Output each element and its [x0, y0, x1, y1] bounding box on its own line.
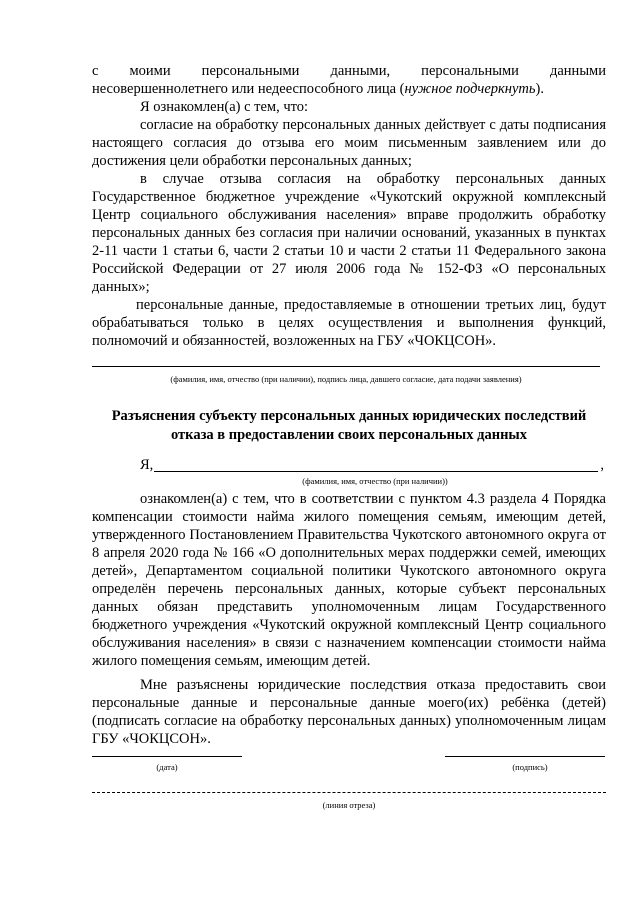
name-fill-row: [92, 456, 606, 474]
cut-line: [92, 792, 606, 793]
underline-note: нужное подчеркнуть: [404, 81, 536, 97]
consent-intro-text: с моими персональными данными, персональными данными несовершеннолетнего или недееспособного лица (: [92, 63, 606, 97]
explanation-paragraph-1: ознакомлен(а) с тем, что в соответствии с пунктом 4.3 раздела 4 Порядка компенсации стоимости найма жилого помещения семьям, имеющим детей, утвержденного Постановлением Правительства Чукотского автономного округа от 8 апреля 2020 года № 166 «О дополнительных мерах поддержки семей, имеющих детей», Департаментом социальной политики Чукотского автономного округа определён перечень персональных данных, которые субъект персональных данных обязан представить уполномоченным лицам Государственного бюджетного учреждения «Чукотский окружной комплексный Центр социального обслуживания населения» в связи с назначением компенсации стоимости найма жилого помещения семьям, имеющим детей.: [92, 491, 606, 669]
cut-line-caption: (линия отреза): [322, 800, 376, 810]
explanation-title: [92, 407, 606, 445]
acknowledged-heading: Я ознакомлен(а) с тем, что:: [140, 99, 309, 115]
ya-label: Я,: [140, 457, 154, 473]
consent-item-1: согласие на обработку персональных данных действует с даты подписания настоящего согласия до отзыва его моим письменным заявлением или до достижения цели обработки персональных данных;: [92, 117, 606, 169]
consent-signature-caption: (фамилия, имя, отчество (при наличии), подпись лица, давшего согласие, дата подачи заявления): [170, 374, 522, 384]
explanation-title-line-2: отказа в предоставлении своих персональных данных: [171, 427, 527, 443]
explanation-paragraph-2: Мне разъяснены юридические последствия отказа предоставить свои персональные данные и персональные данные моего(их) ребёнка (детей) (подписать согласие на обработку персональных данных) уполномоченным лицам ГБУ «ЧОКЦСОН».: [92, 677, 606, 747]
explanation-title-line-1: Разъяснения субъекту персональных данных юридических последствий: [111, 408, 587, 424]
consent-signature-line[interactable]: [92, 366, 600, 367]
consent-intro-paragraph: [92, 62, 606, 98]
full-name-field[interactable]: [154, 471, 598, 472]
name-caption: (фамилия, имя, отчество (при наличии)): [302, 476, 448, 486]
signature-line[interactable]: [445, 756, 605, 757]
consent-item-3: персональные данные, предоставляемые в отношении третьих лиц, будут обрабатываться только в целях осуществления и выполнения функций, полномочий и обязанностей, возложенных на ГБУ «ЧОКЦСОН».: [92, 297, 606, 349]
date-caption: (дата): [156, 762, 178, 772]
name-comma: ,: [600, 457, 604, 473]
consent-item-2: в случае отзыва согласия на обработку персональных данных Государственное бюджетное учреждение «Чукотский окружной комплексный Центр социального обслуживания населения» вправе продолжить обработку персональных данных без согласия при наличии оснований, указанных в пунктах 2-11 части 1 статьи 6, части 2 статьи 10 и части 2 статьи 11 Федерального закона Российской Федерации от 27 июля 2006 года № 152-ФЗ «О персональных данных»;: [92, 171, 606, 295]
date-line[interactable]: [92, 756, 242, 757]
explanation-body: [92, 490, 606, 748]
signature-caption: (подпись): [512, 762, 548, 772]
consent-intro-end: ).: [535, 81, 544, 97]
consent-continuation: [92, 62, 606, 350]
